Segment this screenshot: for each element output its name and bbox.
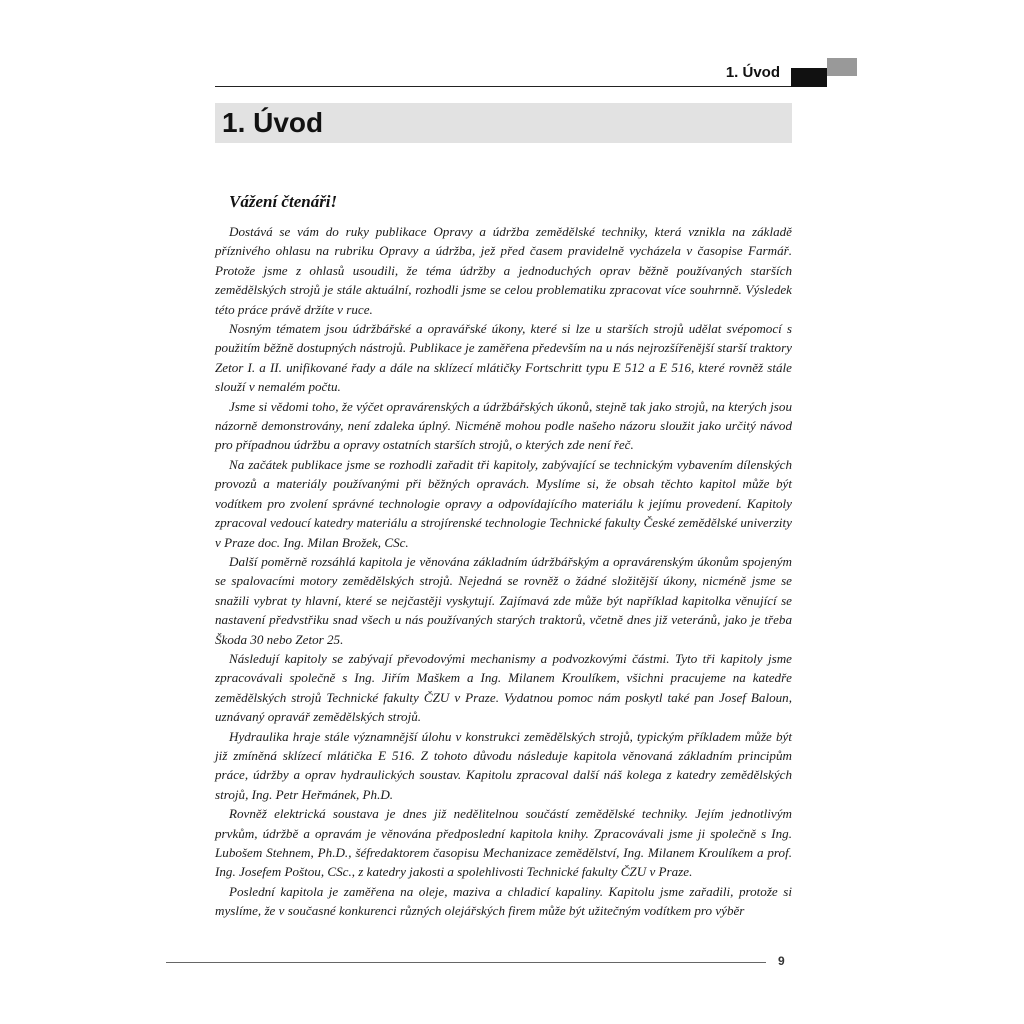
footer-rule <box>166 962 766 963</box>
chapter-tab-gray <box>827 58 857 76</box>
greeting-heading: Vážení čtenáři! <box>229 192 338 211</box>
paragraph: Nosným tématem jsou údržbářské a opravářské úkony, které si lze u starších strojů udělat svépomocí s použitím běžně dostupných nástrojů. Publikace je zaměřena především na u nás nejrozšířenější starší traktory Zetor I. a II. unifikované řady a dále na sklízecí mlátičky Fortschritt typu E 512 a E 516, které rovněž stále slouží v nemalém počtu. <box>215 321 792 395</box>
paragraph: Jsme si vědomi toho, že výčet opravárenských a údržbářských úkonů, stejně tak jako strojů, na kterých jsou názorně demonstrovány, není zdaleka úplný. Nicméně mohou podle našeho názoru sloužit jako určitý návod pro případnou údržbu a opravy ostatních starších strojů, o kterých zde není řeč. <box>215 398 792 453</box>
paragraph: Poslední kapitola je zaměřena na oleje, maziva a chladicí kapaliny. Kapitolu jsme zařadili, protože si myslíme, že v současné konkurenci různých olejářských firem může být užitečným vodítkem pro výběr <box>215 883 792 919</box>
body-text <box>215 222 792 921</box>
page-number: 9 <box>778 954 785 968</box>
paragraph: Rovněž elektrická soustava je dnes již nedělitelnou součástí zemědělské techniky. Jejím jednotlivým prvkům, údržbě a opravám je věnována předposlední kapitola knihy. Zpracovávali jsme ji společně s Ing. Lubošem Stehnem, Ph.D., šéfredaktorem časopisu Mechanizace zemědělství, Ing. Milanem Kroulíkem a prof. Ing. Josefem Poštou, CSc., z katedry jakosti a spolehlivosti Technické fakulty ČZU v Praze. <box>215 806 792 880</box>
paragraph: Dostává se vám do ruky publikace Opravy a údržba zemědělské techniky, která vznikla na základě příznivého ohlasu na rubriku Opravy a údržba, jež před časem pravidelně vycházela v časopise Farmář. Protože jsme z ohlasů usoudili, že téma údržby a jednoduchých oprav běžně používaných starších zemědělských strojů je stále aktuální, rozhodli jsme se celou problematiku zpracovat více souhrnně. Výsledek této práce právě držíte v ruce. <box>215 224 792 317</box>
running-head: 1. Úvod <box>725 64 780 81</box>
chapter-title: 1. Úvod <box>222 107 324 138</box>
paragraph: Hydraulika hraje stále významnější úlohu v konstrukci zemědělských strojů, typickým příkladem může být již zmíněná sklízecí mlátička E 516. Z tohoto důvodu následuje kapitola věnovaná základním principům práce, údržby a oprav hydraulických soustav. Kapitolu zpracoval další náš kolega z katedry zemědělských strojů, Ing. Petr Heřmánek, Ph.D. <box>215 728 792 802</box>
paragraph: Další poměrně rozsáhlá kapitola je věnována základním údržbářským a opravárenským úkonům spojeným se spalovacími motory zemědělských strojů. Nejedná se rovněž o žádné složitější úkony, nicméně jsme se snažili vybrat ty hlavní, které se nejčastěji vyskytují. Zajímavá zde může být například kapitolka věnující se nastavení předvstřiku snad všech u nás používaných starých traktorů, včetně dnes již veteránů, jako je třeba Škoda 30 nebo Zetor 25. <box>215 553 792 647</box>
paragraph: Následují kapitoly se zabývají převodovými mechanismy a podvozkovými částmi. Tyto tři kapitoly jsme zpracovávali společně s Ing. Jiřím Maškem a Ing. Milanem Kroulíkem, všichni pracujeme na katedře zemědělských strojů Technické fakulty ČZU v Praze. Vydatnou pomoc nám poskytl také pan Josef Baloun, uznávaný opravář zemědělských strojů. <box>215 650 792 725</box>
paragraph: Na začátek publikace jsme se rozhodli zařadit tři kapitoly, zabývající se technickým vybavením dílenských provozů a materiály používanými při běžných opravách. Myslíme si, že obsah těchto kapitol může být vodítkem pro zvolení správné technologie opravy a odpovídajícího materiálu k jejímu provedení. Kapitoly zpracoval vedoucí katedry materiálu a strojírenské technologie Technické fakulty České zemědělské univerzity v Praze doc. Ing. Milan Brožek, CSc. <box>215 456 792 550</box>
chapter-tab-black <box>791 68 827 87</box>
header-rule <box>215 86 792 87</box>
